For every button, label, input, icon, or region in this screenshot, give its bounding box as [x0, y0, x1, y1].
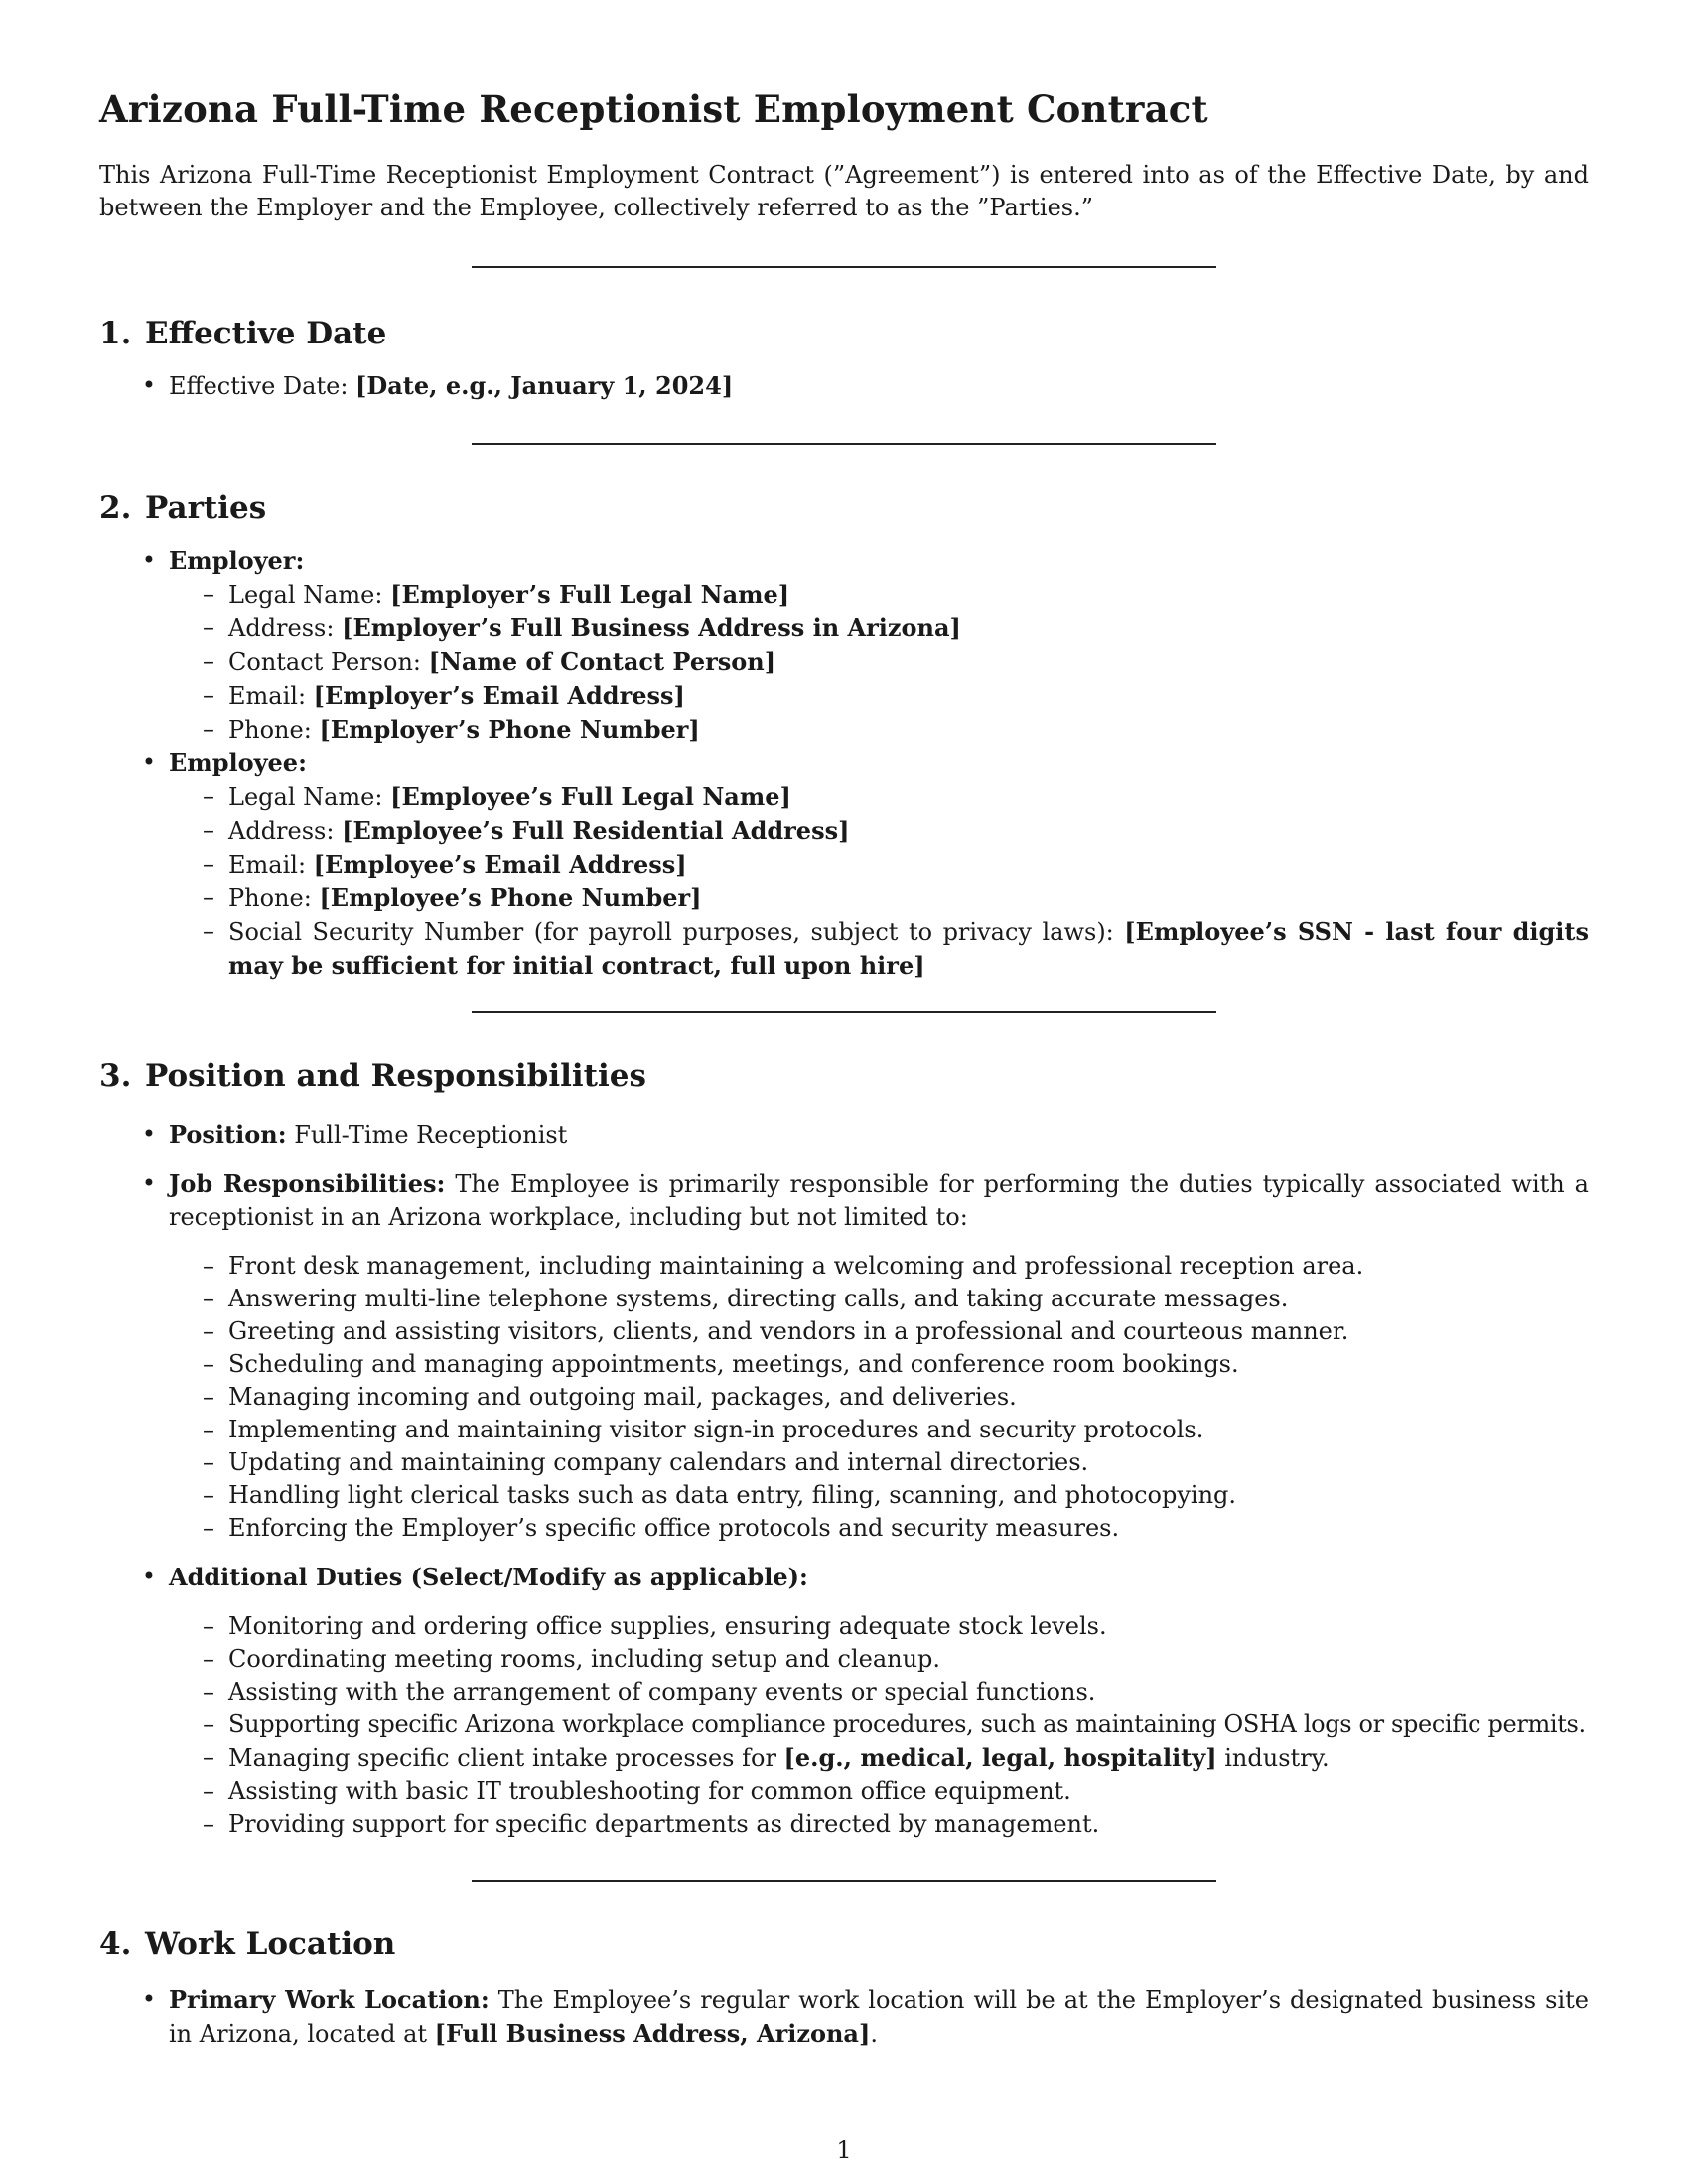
section-divider	[472, 1011, 1216, 1013]
field-label: Primary Work Location:	[169, 1985, 490, 2014]
item-text: Greeting and assisting visitors, clients, and vendors in a professional and courteous manner.	[228, 1317, 1349, 1345]
position-item	[99, 1118, 1589, 1152]
bullet: •	[141, 1169, 157, 1197]
section-divider	[472, 443, 1216, 445]
dash: –	[203, 1645, 214, 1673]
employer-details	[169, 578, 1589, 747]
dash: –	[203, 681, 214, 709]
section-divider	[472, 266, 1216, 268]
dash: –	[203, 1252, 214, 1280]
parties-list	[99, 544, 1589, 983]
dash: –	[203, 1383, 214, 1411]
item-text: Coordinating meeting rooms, including setup and cleanup.	[228, 1645, 941, 1673]
section-title: Effective Date	[145, 316, 387, 351]
section-divider	[472, 1880, 1216, 1882]
section-heading-effective-date	[99, 316, 386, 351]
section-number: 4.	[99, 1926, 132, 1962]
field-value: [Employee’s Full Residential Address]	[342, 816, 850, 845]
list-item	[169, 1348, 1589, 1381]
page-number: 1	[836, 2136, 852, 2164]
job-responsibilities-list	[169, 1250, 1589, 1545]
list-item	[169, 1741, 1589, 1775]
bullet: •	[141, 1985, 157, 2013]
list-item	[99, 369, 1589, 403]
dash: –	[203, 1285, 214, 1312]
field-label: Contact Person:	[228, 648, 429, 676]
field-label: Legal Name:	[228, 783, 391, 811]
list-item	[169, 713, 1589, 747]
field-label: Phone:	[228, 716, 320, 744]
job-responsibilities-item	[99, 1167, 1589, 1545]
dash: –	[203, 1448, 214, 1476]
employee-details	[169, 780, 1589, 983]
field-label: Address:	[228, 817, 343, 845]
dash: –	[203, 884, 214, 911]
list-item	[169, 1676, 1589, 1708]
work-location-list	[99, 1983, 1589, 2051]
spacer	[169, 1594, 1589, 1610]
section-heading-position	[99, 1058, 646, 1094]
punctuation: .	[870, 2020, 878, 2048]
item-placeholder: [e.g., medical, legal, hospitality]	[783, 1743, 1217, 1772]
dash: –	[203, 580, 214, 608]
list-item	[169, 882, 1589, 915]
item-text: Updating and maintaining company calendars and internal directories.	[228, 1448, 1089, 1476]
field-label: Social Security Number (for payroll purposes, subject to privacy laws):	[228, 918, 1125, 946]
list-item	[169, 1250, 1589, 1283]
field-value: [Employer’s Full Business Address in Arizona]	[342, 614, 961, 642]
bullet: •	[141, 1563, 157, 1590]
list-item	[169, 1479, 1589, 1512]
employer-heading: Employer:	[169, 546, 305, 575]
dash: –	[203, 1810, 214, 1838]
field-value: [Full Business Address, Arizona]	[434, 2019, 871, 2048]
field-label: Additional Duties (Select/Modify as applicable):	[169, 1563, 808, 1591]
item-text: Managing specific client intake processes for	[228, 1744, 784, 1772]
position-list	[99, 1118, 1589, 1841]
section-number: 2.	[99, 490, 132, 526]
additional-duties-list	[169, 1610, 1589, 1841]
dash: –	[203, 647, 214, 675]
section-title: Position and Responsibilities	[145, 1058, 646, 1094]
item-text: Handling light clerical tasks such as data entry, filing, scanning, and photocopying.	[228, 1481, 1237, 1509]
dash: –	[203, 1350, 214, 1378]
dash: –	[203, 816, 214, 844]
field-label: Effective Date:	[169, 372, 356, 400]
dash: –	[203, 1743, 214, 1771]
field-label: Email:	[228, 682, 314, 710]
field-value: Full-Time Receptionist	[286, 1121, 568, 1149]
item-text: Supporting specific Arizona workplace compliance procedures, such as maintaining OSHA logs or specific permits.	[228, 1710, 1586, 1738]
section-heading-parties	[99, 490, 266, 526]
primary-work-location-item	[99, 1983, 1589, 2051]
bullet: •	[141, 371, 157, 399]
section-title: Parties	[145, 490, 267, 526]
dash: –	[203, 1416, 214, 1443]
field-label: Job Responsibilities:	[169, 1169, 446, 1198]
list-item	[169, 1283, 1589, 1315]
list-item	[169, 1808, 1589, 1841]
item-text: Managing incoming and outgoing mail, packages, and deliveries.	[228, 1383, 1017, 1411]
list-item	[169, 645, 1589, 679]
item-text: industry.	[1216, 1744, 1330, 1772]
item-text: Assisting with the arrangement of company events or special functions.	[228, 1678, 1096, 1706]
dash: –	[203, 782, 214, 810]
spacer	[99, 1152, 1589, 1167]
employer-block	[99, 544, 1589, 747]
field-text: The Employee’s regular work location will be at the Employer’s designated business site in Arizona, located at	[169, 1986, 1589, 2048]
dash: –	[203, 1481, 214, 1509]
spacer	[99, 1545, 1589, 1561]
field-label: Email:	[228, 851, 314, 879]
list-item	[169, 1775, 1589, 1808]
item-text: Providing support for specific departments as directed by management.	[228, 1810, 1100, 1838]
field-label: Legal Name:	[228, 581, 391, 609]
field-value: [Employer’s Phone Number]	[319, 715, 700, 744]
field-value: [Employee’s Full Legal Name]	[390, 782, 791, 811]
field-value: [Employee’s Email Address]	[313, 850, 687, 879]
list-item	[169, 848, 1589, 882]
effective-date-list	[99, 369, 1589, 403]
bullet: •	[141, 1120, 157, 1148]
bullet: •	[141, 546, 157, 574]
dash: –	[203, 1777, 214, 1805]
field-label: Address:	[228, 614, 343, 642]
bullet: •	[141, 749, 157, 776]
field-value: [Name of Contact Person]	[428, 647, 776, 676]
item-text: Answering multi-line telephone systems, directing calls, and taking accurate messages.	[228, 1285, 1289, 1312]
dash: –	[203, 614, 214, 641]
field-value: [Date, e.g., January 1, 2024]	[355, 371, 734, 400]
list-item	[169, 1512, 1589, 1545]
dash: –	[203, 1710, 214, 1738]
dash: –	[203, 1612, 214, 1640]
dash: –	[203, 1317, 214, 1345]
list-item	[169, 1381, 1589, 1414]
dash: –	[203, 715, 214, 743]
item-text: Assisting with basic IT troubleshooting for common office equipment.	[228, 1777, 1071, 1805]
section-number: 3.	[99, 1058, 132, 1094]
employee-heading: Employee:	[169, 749, 307, 777]
item-text: Scheduling and managing appointments, meetings, and conference room bookings.	[228, 1350, 1239, 1378]
list-item	[169, 915, 1589, 983]
intro-paragraph: This Arizona Full-Time Receptionist Employment Contract (”Agreement”) is entered into as of the Effective Date, by and between the Employer and the Employee, collectively referred to as the ”Parties.”	[99, 161, 1589, 221]
document-title: Arizona Full-Time Receptionist Employment Contract	[99, 87, 1208, 131]
field-value: [Employer’s Email Address]	[313, 681, 685, 710]
dash: –	[203, 850, 214, 878]
list-item	[169, 1414, 1589, 1446]
dash: –	[203, 917, 214, 945]
field-text: The Employee is primarily responsible for performing the duties typically associated with a receptionist in an Arizona workplace, including but not limited to:	[169, 1170, 1589, 1231]
item-text: Monitoring and ordering office supplies, ensuring adequate stock levels.	[228, 1612, 1107, 1640]
field-label: Phone:	[228, 885, 320, 912]
list-item	[169, 814, 1589, 848]
section-title: Work Location	[145, 1926, 396, 1962]
section-heading-work-location	[99, 1926, 395, 1962]
list-item	[169, 1446, 1589, 1479]
employee-block	[99, 747, 1589, 983]
list-item	[169, 1610, 1589, 1643]
item-text: Front desk management, including maintaining a welcoming and professional reception area.	[228, 1252, 1364, 1280]
field-value: [Employee’s Phone Number]	[319, 884, 702, 912]
list-item	[169, 612, 1589, 645]
list-item	[169, 578, 1589, 612]
section-number: 1.	[99, 316, 132, 351]
list-item	[169, 1643, 1589, 1676]
list-item	[169, 780, 1589, 814]
field-value: [Employee’s SSN - last four digits may be sufficient for initial contract, full upon hire]	[228, 917, 1589, 980]
field-value: [Employer’s Full Legal Name]	[390, 580, 790, 609]
list-item	[169, 1315, 1589, 1348]
item-text: Enforcing the Employer’s specific office protocols and security measures.	[228, 1514, 1120, 1542]
item-text: Implementing and maintaining visitor sign-in procedures and security protocols.	[228, 1416, 1204, 1443]
dash: –	[203, 1678, 214, 1706]
dash: –	[203, 1514, 214, 1542]
field-label: Position:	[169, 1120, 287, 1149]
list-item	[169, 679, 1589, 713]
additional-duties-item	[99, 1561, 1589, 1841]
spacer	[169, 1234, 1589, 1250]
list-item	[169, 1708, 1589, 1741]
